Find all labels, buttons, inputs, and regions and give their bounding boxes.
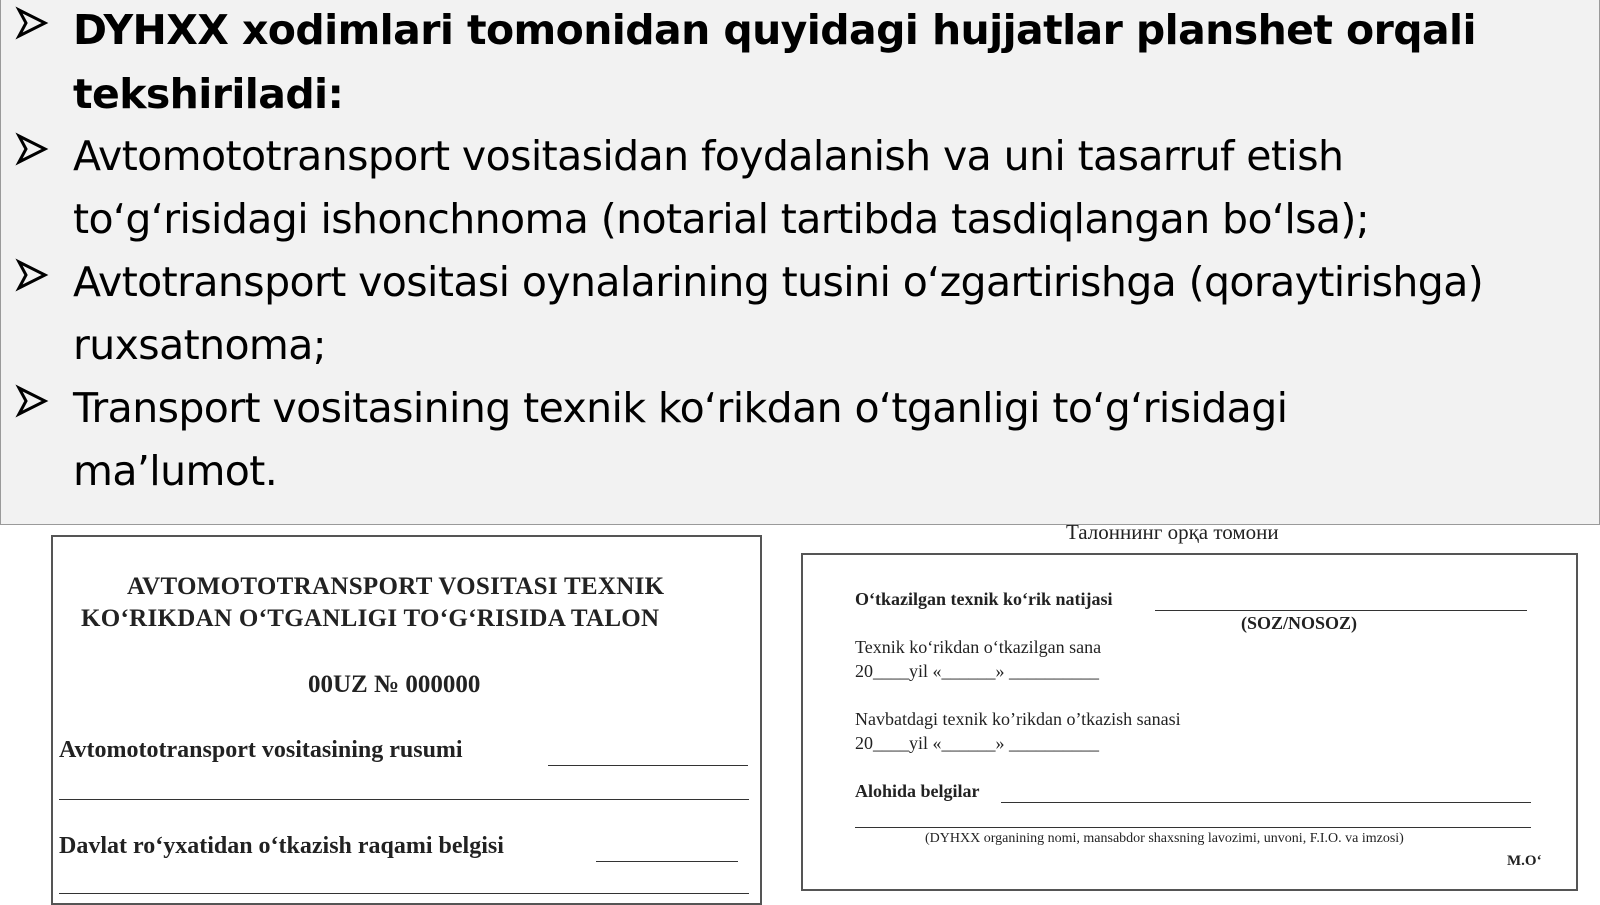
bullet-4-line-1: Transport vositasining texnik ko‘rikdan o‘tganligi to‘g‘risidagi [73,384,1288,432]
vehicle-model-label: Avtomototransport vositasining rusumi [59,737,463,763]
arrow-bullet-icon [15,6,55,46]
signature-hint: (DYHXX organining nomi, mansabdor shaxsning lavozimi, unvoni, F.I.O. va imzosi) [925,831,1404,846]
registration-number-line [596,861,738,862]
talon-front-form [51,535,762,905]
bullet-3-line-2: ruxsatnoma; [73,321,327,369]
inspection-date-template: 20____yil «______» __________ [855,661,1100,681]
bullet-2-line-1: Avtomototransport vositasidan foydalanish va uni tasarruf etish [73,132,1344,180]
next-inspection-date-template: 20____yil «______» __________ [855,733,1100,753]
stamp-mark: M.O‘ [1507,853,1542,869]
inspection-result-hint: (SOZ/NOSOZ) [1241,613,1358,633]
talon-title-line-2: KO‘RIKDAN O‘TGANLIGI TO‘G‘RISIDA TALON [81,605,660,632]
talon-back-caption: Талоннинг орқа томони [1066,520,1279,544]
inspection-result-label: O‘tkazilgan texnik ko‘rik natijasi [855,589,1113,609]
registration-number-line-2 [59,893,749,894]
bullet-1-line-2: tekshiriladi: [73,70,344,118]
inspection-result-line [1155,610,1527,611]
bullet-2-line-2: to‘g‘risidagi ishonchnoma (notarial tartibda tasdiqlangan bo‘lsa); [73,195,1370,243]
talon-title-line-1: AVTOMOTOTRANSPORT VOSITASI TEXNIK [127,573,665,600]
arrow-bullet-icon [15,258,55,298]
special-marks-line [1001,802,1531,803]
talon-number: 00UZ № 000000 [308,671,481,698]
talon-back-form [801,553,1578,891]
arrow-bullet-icon [15,132,55,172]
bullet-1-line-1: DYHXX xodimlari tomonidan quyidagi hujjatlar planshet orqali [73,6,1476,54]
bullet-4-line-2: ma’lumot. [73,447,278,495]
bullet-3-line-1: Avtotransport vositasi oynalarining tusini o‘zgartirishga (qoraytirishga) [73,258,1484,306]
arrow-bullet-icon [15,384,55,424]
special-marks-line-2 [855,827,1531,828]
next-inspection-date-label: Navbatdagi texnik ko’rikdan o’tkazish sanasi [855,709,1181,729]
vehicle-model-line [548,765,748,766]
inspection-date-label: Texnik ko‘rikdan o‘tkazilgan sana [855,637,1102,657]
registration-number-label: Davlat ro‘yxatidan o‘tkazish raqami belgisi [59,833,504,859]
special-marks-label: Alohida belgilar [855,781,980,801]
vehicle-model-line-2 [59,799,749,800]
